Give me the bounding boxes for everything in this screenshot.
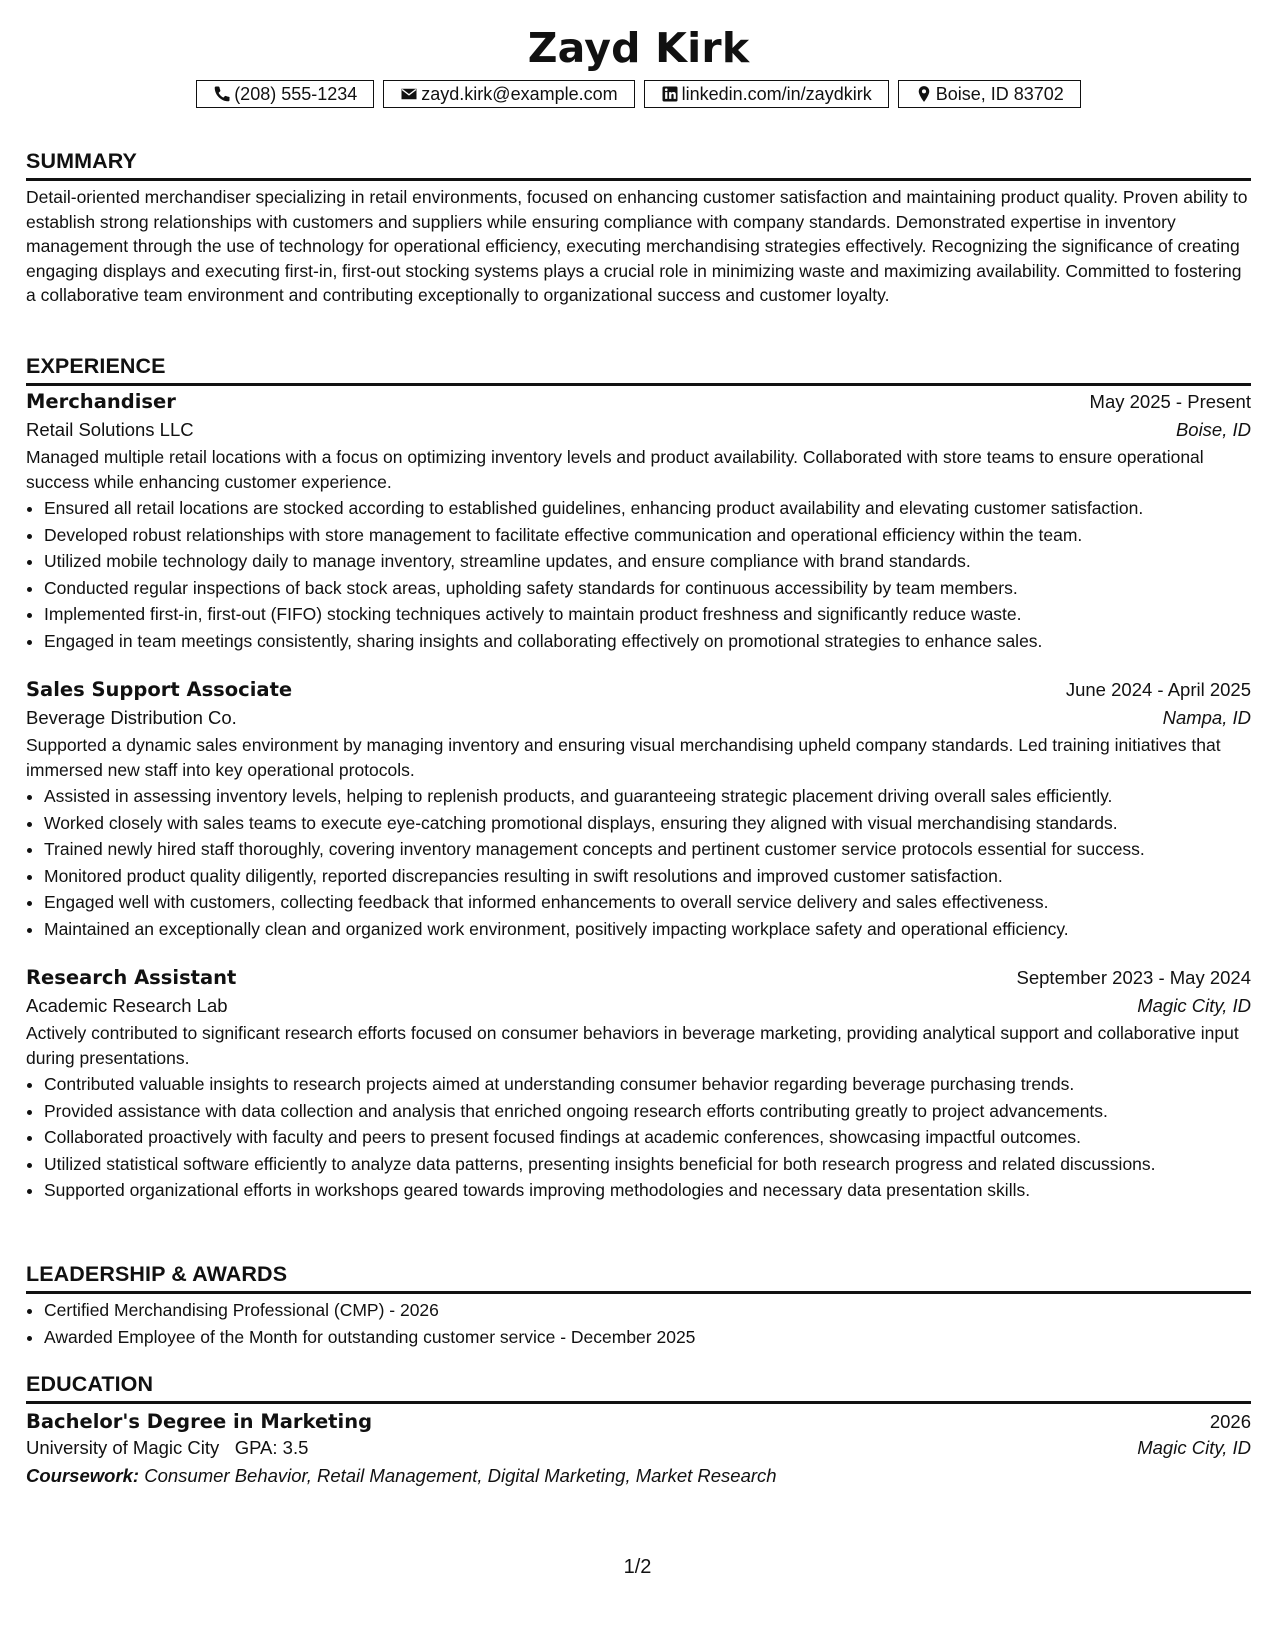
job-description: Managed multiple retail locations with a focus on optimizing inventory levels and product availability. Collaborated with store teams to ensure operational success while enhancing customer experience. (26, 447, 1204, 492)
experience-section (26, 352, 1251, 386)
list-item: • Awarded Employee of the Month for outstanding customer service - December 2025 (44, 1325, 1251, 1350)
list-item: • Provided assistance with data collection and analysis that enriched ongoing research efforts contributing greatly to project advancements. (44, 1099, 1251, 1124)
school-name: University of Magic City (26, 1437, 220, 1458)
job-dates: September 2023 - May 2024 (1016, 967, 1251, 988)
resume-page (26, 18, 1251, 108)
school-location: Magic City, ID (1137, 1437, 1251, 1458)
job-title: Research Assistant (26, 966, 237, 989)
education-heading: EDUCATION (26, 1370, 1251, 1404)
coursework-label: Coursework: (26, 1465, 140, 1486)
list-item: • Worked closely with sales teams to execute eye-catching promotional displays, ensuring they aligned with visual merchandising standards. (44, 811, 1251, 836)
contact-phone-text: (208) 555-1234 (234, 83, 358, 104)
summary-text: Detail-oriented merchandiser specializing in retail environments, focused on enhancing customer satisfaction and maintaining product quality. Proven ability to establish strong relationships with customers and suppliers while ensuring compliance with company standards. Demonstrated expertise in inventory management through the use of technology for operational efficiency, executing merchandising strategies effectively. Recognizing the significance of creating engaging displays and executing first-in, first-out stocking systems plays a crucial role in minimizing waste and maximizing availability. Committed to fostering a collaborative team environment and contributing exceptionally to organizational success and customer loyalty. (26, 187, 1248, 306)
job-company: Retail Solutions LLC (26, 419, 194, 440)
job-location: Magic City, ID (1137, 995, 1251, 1016)
contact-bar (26, 80, 1251, 108)
coursework-list: Consumer Behavior, Retail Management, Digital Marketing, Market Research (144, 1465, 777, 1486)
job-bullets (26, 1072, 1251, 1203)
contact-email[interactable] (383, 80, 634, 108)
list-item: • Utilized mobile technology daily to manage inventory, streamline updates, and ensure compliance with brand standards. (44, 549, 1251, 574)
degree-title: Bachelor's Degree in Marketing (26, 1410, 373, 1433)
job-dates: May 2025 - Present (1089, 391, 1251, 412)
contact-linkedin[interactable] (644, 80, 889, 108)
list-item: • Implemented first-in, first-out (FIFO) stocking techniques actively to maintain product freshness and significantly reduce waste. (44, 602, 1251, 627)
list-item: • Monitored product quality diligently, reported discrepancies resulting in swift resolutions and improved customer satisfaction. (44, 864, 1251, 889)
list-item: • Assisted in assessing inventory levels, helping to replenish products, and guaranteeing strategic placement driving overall sales efficiently. (44, 784, 1251, 809)
leadership-section (26, 1260, 1251, 1349)
gpa: GPA: 3.5 (234, 1437, 309, 1458)
list-item: • Certified Merchandising Professional (CMP) - 2026 (44, 1298, 1251, 1323)
job-research-assistant (26, 966, 1251, 1203)
contact-linkedin-text: linkedin.com/in/zaydkirk (681, 83, 872, 104)
job-location: Nampa, ID (1162, 707, 1251, 728)
job-dates: June 2024 - April 2025 (1065, 679, 1251, 700)
job-description: Actively contributed to significant research efforts focused on consumer behaviors in beverage marketing, providing analytical support and collaborative input during presentations. (26, 1023, 1239, 1068)
contact-location-text: Boise, ID 83702 (935, 83, 1064, 104)
list-item: • Maintained an exceptionally clean and organized work environment, positively impacting workplace safety and operational efficiency. (44, 917, 1251, 942)
summary-section (26, 147, 1251, 308)
phone-icon (213, 85, 231, 103)
job-title: Sales Support Associate (26, 678, 293, 701)
map-pin-icon (915, 85, 933, 103)
leadership-heading: LEADERSHIP & AWARDS (26, 1260, 1251, 1294)
leadership-list (26, 1298, 1251, 1349)
job-merchandiser (26, 390, 1251, 653)
list-item: • Engaged in team meetings consistently, sharing insights and collaborating effectively on promotional strategies to enhance sales. (44, 629, 1251, 654)
list-item: • Trained newly hired staff thoroughly, covering inventory management concepts and pertinent customer service protocols essential for success. (44, 837, 1251, 862)
coursework-line (26, 1465, 1251, 1487)
candidate-name: Zayd Kirk (527, 24, 750, 72)
job-company: Beverage Distribution Co. (26, 707, 237, 728)
list-item: • Conducted regular inspections of back stock areas, upholding safety standards for continuous accessibility by team members. (44, 576, 1251, 601)
school-line (26, 1437, 308, 1459)
list-item: • Ensured all retail locations are stocked according to established guidelines, enhancing product availability and elevating customer satisfaction. (44, 496, 1251, 521)
linkedin-icon (661, 85, 679, 103)
contact-location (898, 80, 1081, 108)
job-bullets (26, 496, 1251, 653)
job-title: Merchandiser (26, 390, 176, 413)
job-description: Supported a dynamic sales environment by managing inventory and ensuring visual merchandising upheld company standards. Led training initiatives that immersed new staff into key operational protocols. (26, 735, 1221, 780)
list-item: • Contributed valuable insights to research projects aimed at understanding consumer behavior regarding beverage purchasing trends. (44, 1072, 1251, 1097)
contact-phone[interactable] (196, 80, 374, 108)
degree-year: 2026 (1209, 1411, 1251, 1432)
list-item: • Developed robust relationships with store management to facilitate effective communication and operational efficiency within the team. (44, 523, 1251, 548)
job-company: Academic Research Lab (26, 995, 228, 1016)
job-location: Boise, ID (1175, 419, 1251, 440)
education-section (26, 1370, 1251, 1487)
list-item: • Supported organizational efforts in workshops geared towards improving methodologies and necessary data presentation skills. (44, 1178, 1251, 1203)
contact-email-text: zayd.kirk@example.com (421, 83, 618, 104)
job-sales-support-associate (26, 678, 1251, 941)
list-item: • Collaborated proactively with faculty and peers to present focused findings at academic conferences, showcasing impactful outcomes. (44, 1125, 1251, 1150)
job-bullets (26, 784, 1251, 941)
list-item: • Engaged well with customers, collecting feedback that informed enhancements to overall service delivery and sales effectiveness. (44, 890, 1251, 915)
page-indicator: 1/2 (623, 1556, 652, 1578)
experience-heading: EXPERIENCE (26, 352, 1251, 386)
summary-heading: SUMMARY (26, 147, 1251, 181)
envelope-icon (400, 85, 418, 103)
list-item: • Utilized statistical software efficiently to analyze data patterns, presenting insights beneficial for both research progress and related discussions. (44, 1152, 1251, 1177)
